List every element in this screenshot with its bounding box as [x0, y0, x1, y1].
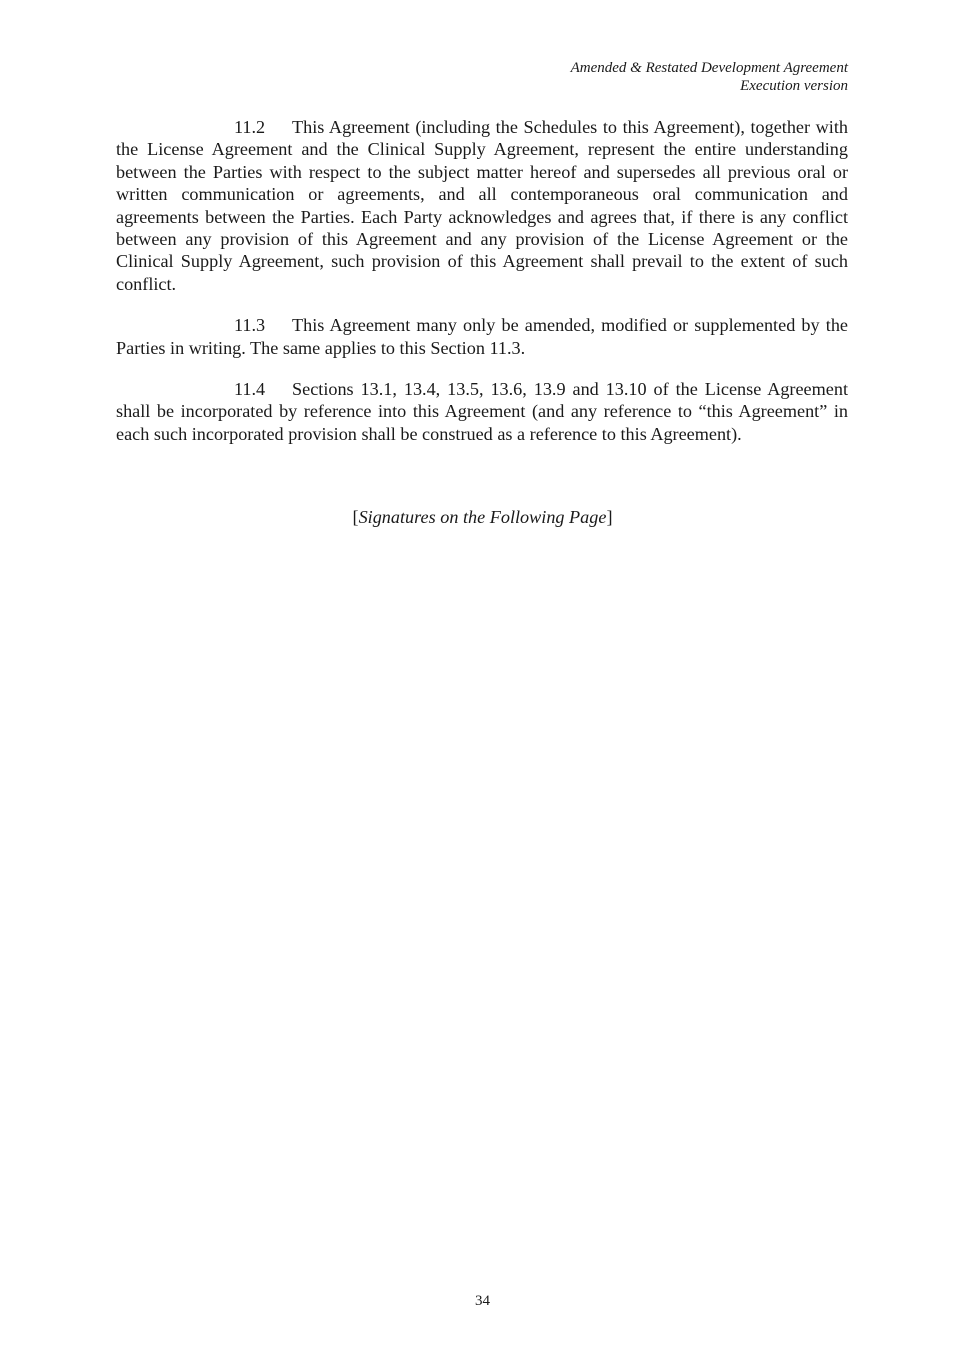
clause-11-3: [116, 314, 848, 359]
document-body: [116, 116, 848, 464]
clause-number: 11.4: [234, 379, 266, 400]
signature-note-text: Signatures on the Following Page: [358, 507, 607, 527]
signature-note-close-bracket: ]: [606, 507, 613, 527]
clause-number: 11.3: [234, 315, 266, 336]
header-title: Amended & Restated Development Agreement: [570, 60, 848, 76]
signature-note-open-bracket: [: [352, 507, 359, 527]
page-number: 34: [475, 1293, 490, 1309]
clause-number: 11.2: [234, 117, 266, 137]
header-version: Execution version: [740, 78, 848, 94]
clause-text: This Agreement many only be amended, modified or supplemented by the Parties in writing. The same applies to this Section 11.3.: [116, 315, 848, 358]
clause-11-4: [116, 378, 848, 445]
signature-note: [0, 505, 965, 529]
clause-text: This Agreement (including the Schedules to this Agreement), together with the License Agreement and the Clinical Supply Agreement, represent the entire understanding between the Parties with respect to the subject matter hereof and supersedes all previous oral or written communication or agreements, and all contemporaneous oral communication and agreements between the Parties. Each Party acknowledges and agrees that, if there is any conflict between any provision of this Agreement and any provision of the License Agreement or the Clinical Supply Agreement, such provision of this Agreement shall prevail to the extent of such conflict.: [116, 117, 848, 294]
running-header: [348, 59, 848, 95]
clause-text: Sections 13.1, 13.4, 13.5, 13.6, 13.9 and 13.10 of the License Agreement shall be incorporated by reference into this Agreement (and any reference to “this Agreement” in each such incorporated provision shall be construed as a reference to this Agreement).: [116, 379, 848, 444]
clause-11-2: [116, 116, 848, 295]
